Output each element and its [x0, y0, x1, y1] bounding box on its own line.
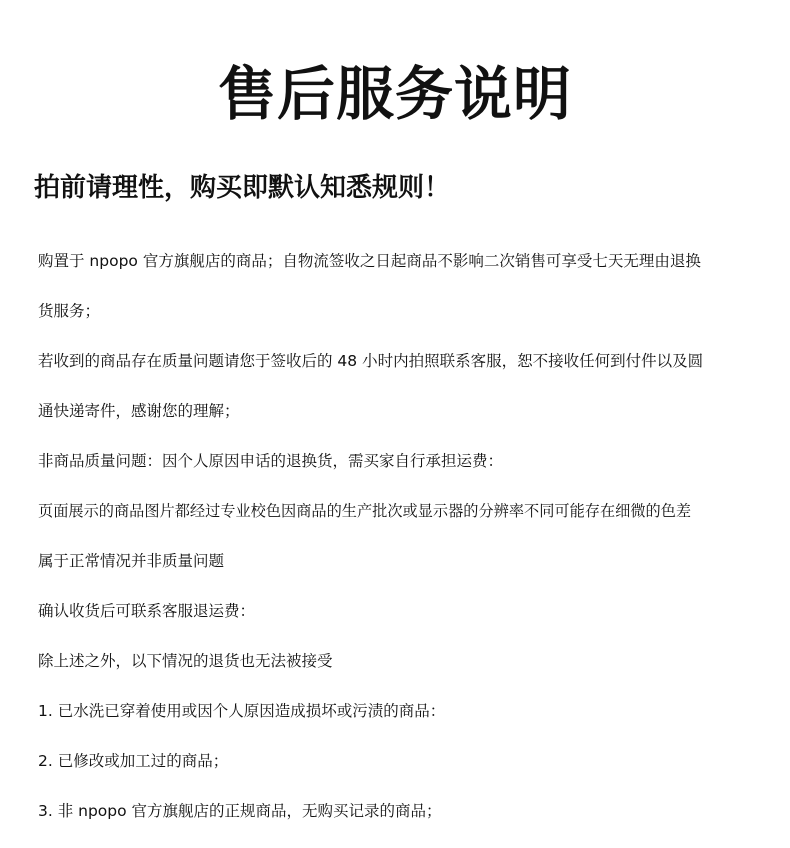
- policy-line-11: 2. 已修改或加工过的商品；: [38, 752, 229, 770]
- policy-line-2: 货服务；: [38, 302, 101, 320]
- policy-line-4: 通快递寄件，感谢您的理解；: [38, 402, 240, 420]
- policy-line-7: 属于正常情况并非质量问题: [38, 552, 225, 570]
- policy-line-9: 除上述之外，以下情况的退货也无法被接受: [38, 652, 333, 670]
- policy-line-10: 1. 已水洗已穿着使用或因个人原因造成损坏或污渍的商品：: [38, 702, 446, 720]
- policy-line-8: 确认收货后可联系客服退运费：: [38, 602, 256, 620]
- page-subtitle: 拍前请理性，购买即默认知悉规则！: [34, 173, 451, 203]
- page-title: 售后服务说明: [217, 60, 572, 128]
- policy-line-12: 3. 非 npopo 官方旗舰店的正规商品，无购买记录的商品；: [38, 802, 442, 820]
- policy-line-6: 页面展示的商品图片都经过专业校色因商品的生产批次或显示器的分辨率不同可能存在细微的色差: [38, 502, 692, 520]
- policy-line-5: 非商品质量问题：因个人原因申话的退换货，需买家自行承担运费：: [38, 452, 504, 470]
- policy-line-1: 购置于 npopo 官方旗舰店的商品；自物流签收之日起商品不影响二次销售可享受七天无理由退换: [38, 252, 701, 270]
- policy-line-3: 若收到的商品存在质量问题请您于签收后的 48 小时内拍照联系客服，恕不接收任何到付件以及圆: [38, 352, 704, 370]
